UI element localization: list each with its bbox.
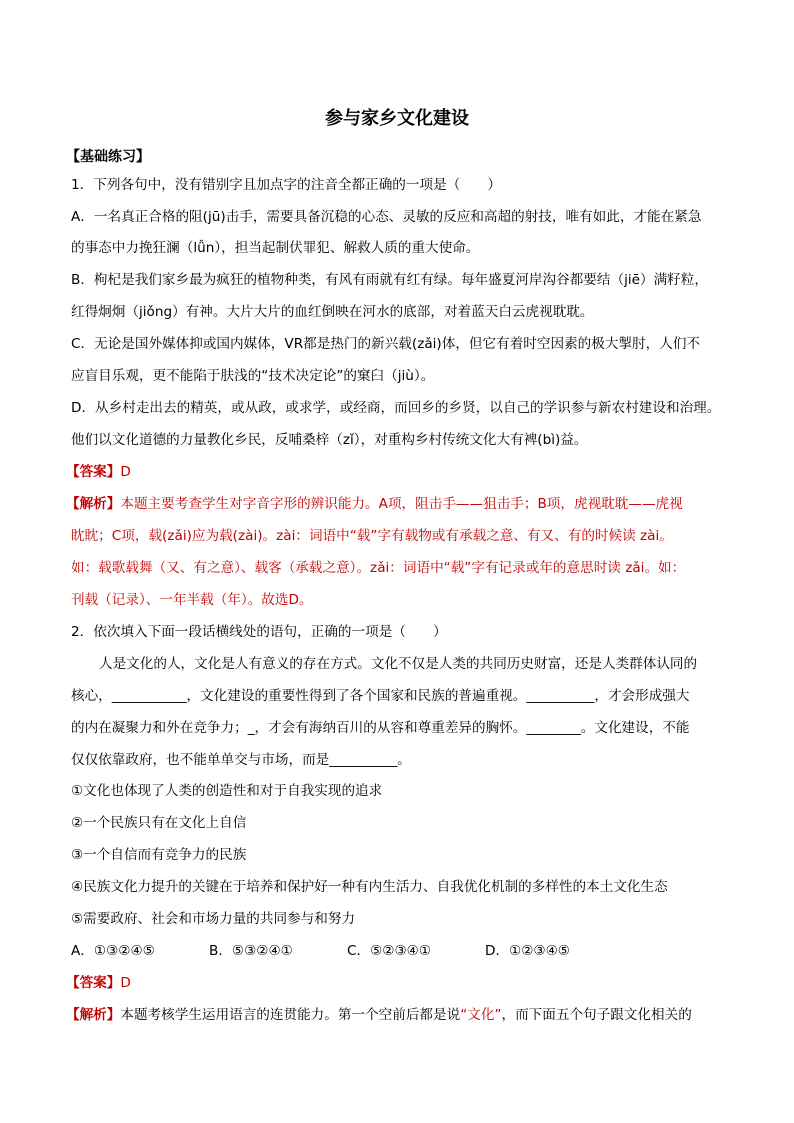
q1-analysis-line1 <box>66 494 731 514</box>
q1-option-b-line2: 红得炯炯（jiǒng）有神。大片大片的血红倒映在河水的底部，对着蓝天白云虎视耽耽。 <box>71 304 594 320</box>
q2-item-2: ②一个民族只有在文化上自信 <box>71 815 247 831</box>
q2-options <box>71 941 731 961</box>
answer-label: 【答案】 <box>66 975 121 991</box>
q1-option-a-line2: 的事态中力挽狂澜（lǚn），担当起制伏罪犯、解救人质的重大使命。 <box>71 240 480 256</box>
q2-item-3: ③一个自信而有竞争力的民族 <box>71 847 247 863</box>
q1-option-c-line2: 应盲目乐观，更不能陷于肤浅的“技术决定论”的窠臼（jiù）。 <box>71 368 435 384</box>
q1-analysis-line3: 如：载歌载舞（又、有之意）、载客（承载之意）。zǎi：词语中“载”字有记录或年的意思时读 zǎi。如： <box>71 560 686 576</box>
analysis-label: 【解析】 <box>66 496 121 512</box>
q2-item-4: ④民族文化力提升的关键在于培养和保护好一种有内生活力、自我优化机制的多样性的本土文化生态 <box>71 879 668 895</box>
question-1-stem: 1．下列各句中，没有错别字且加点字的注音全都正确的一项是（ ） <box>71 177 502 193</box>
q2-option-c: C．⑤②③④① <box>347 943 432 959</box>
q2-passage-line3: 的内在凝聚力和外在竞争力；_，才会有海纳百川的从容和尊重差异的胸怀。________。文化建设，不能 <box>71 720 690 736</box>
analysis-quote: “文化” <box>460 1007 502 1023</box>
q1-analysis-line4: 刊载（记录）、一年半载（年）。故选D。 <box>71 592 313 608</box>
q1-option-a-line1: A．一名真正合格的阻(jū)击手，需要具备沉稳的心态、灵敏的反应和高超的射技，唯有如此，才能在紧急 <box>71 209 702 225</box>
analysis-text: 本题主要考查学生对字音字形的辨识能力。A项，阻击手——狙击手；B项，虎视耽耽——虎视 <box>120 496 683 512</box>
question-2-stem: 2．依次填入下面一段话横线处的语句，正确的一项是（ ） <box>71 624 447 640</box>
q2-passage-line4: 仅仅依靠政府，也不能单单交与市场，而是__________。 <box>71 752 411 768</box>
q2-analysis-line1 <box>66 1005 731 1025</box>
q2-item-5: ⑤需要政府、社会和市场力量的共同参与和努力 <box>71 911 356 927</box>
q2-passage-line2: 核心，___________，文化建设的重要性得到了各个国家和民族的普遍重视。__________，才会形成强大 <box>71 688 690 704</box>
analysis-text-cont: ，而下面五个句子跟文化相关的 <box>501 1007 692 1023</box>
q1-answer <box>66 462 726 482</box>
analysis-text: 本题考核学生运用语言的连贯能力。第一个空前后都是说 <box>120 1007 461 1023</box>
q1-option-c-line1: C．无论是国外媒体抑或国内媒体，VR都是热门的新兴载(zǎi)体，但它有着时空因素的极大掣肘，人们不 <box>71 336 701 352</box>
q1-option-b-line1: B．枸杞是我们家乡最为疯狂的植物种类，有风有雨就有红有绿。每年盛夏河岸沟谷都要结（jiē）满籽粒， <box>71 272 708 288</box>
answer-value: D <box>120 464 131 480</box>
answer-value: D <box>120 975 131 991</box>
analysis-label: 【解析】 <box>66 1007 121 1023</box>
q1-option-d-line2: 他们以文化道德的力量教化乡民，反哺桑梓（zǐ），对重构乡村传统文化大有裨(bì)益。 <box>71 432 588 448</box>
q1-option-d-line1: D．从乡村走出去的精英，或从政，或求学，或经商，而回乡的乡贤，以自己的学识参与新农村建设和治理。 <box>71 400 721 416</box>
q1-analysis-line2: 眈眈；C项，载(zǎi)应为载(zài)。zài：词语中“载”字有载物或有承载之意、有又、有的时候读 zài。 <box>71 528 673 544</box>
answer-label: 【答案】 <box>66 464 121 480</box>
q2-option-d: D．①②③④⑤ <box>485 943 570 959</box>
q2-option-b: B．⑤③②④① <box>209 943 293 959</box>
q2-answer <box>66 973 726 993</box>
section-heading: 【基础练习】 <box>66 149 150 165</box>
q2-item-1: ①文化也体现了人类的创造性和对于自我实现的追求 <box>71 783 383 799</box>
page-title: 参与家乡文化建设 <box>325 108 469 129</box>
q2-passage-line1: 人是文化的人，文化是人有意义的存在方式。文化不仅是人类的共同历史财富，还是人类群体认同的 <box>99 656 698 672</box>
q2-option-a: A．①③②④⑤ <box>71 943 155 959</box>
